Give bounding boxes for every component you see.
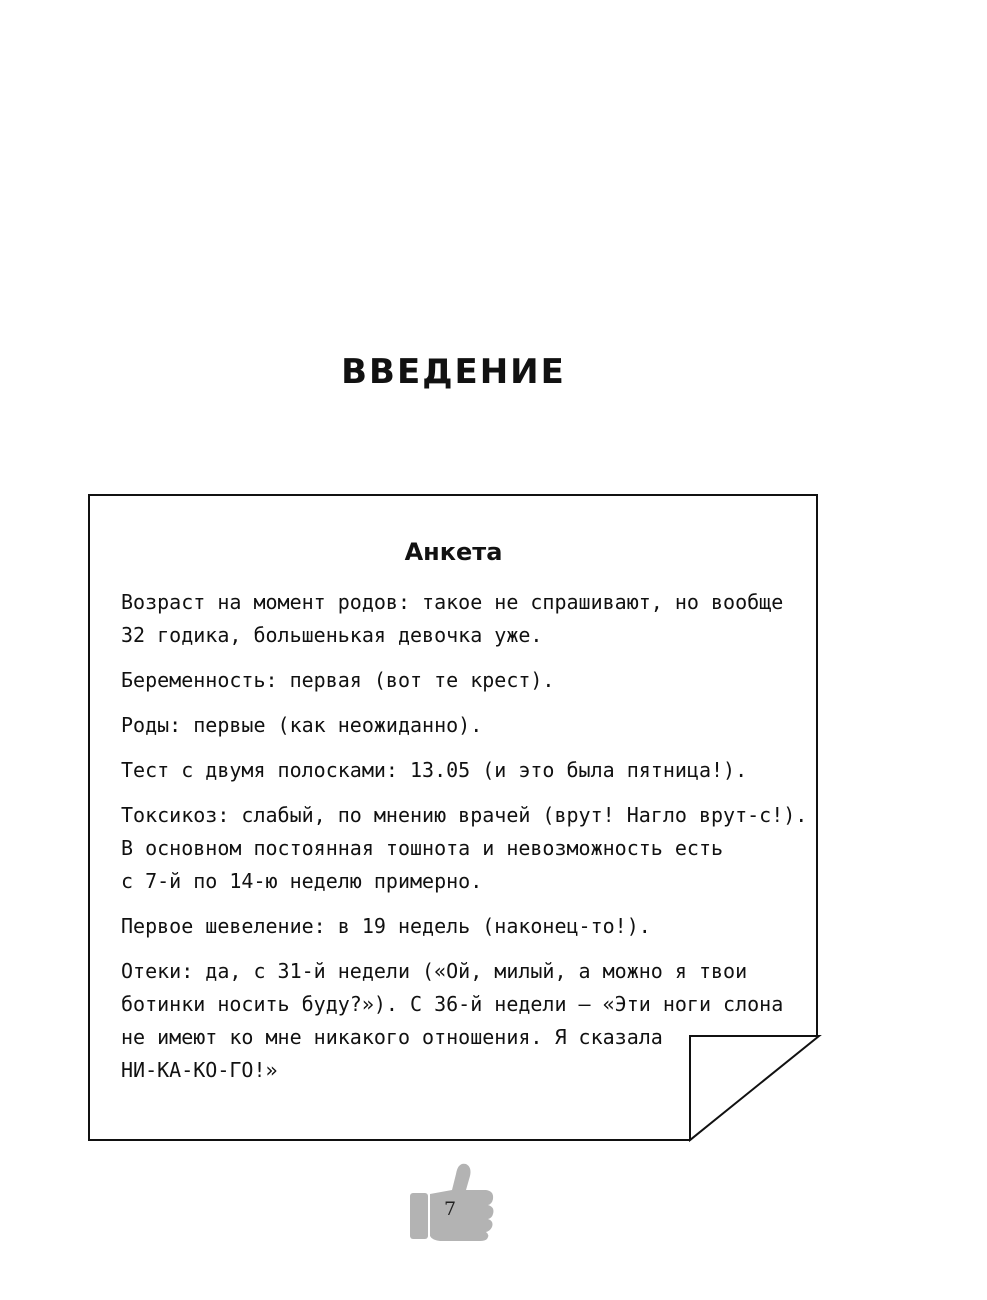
entry-line: НИ-КА-КО-ГО!» (121, 1058, 278, 1082)
questionnaire-entry (121, 910, 781, 943)
entry-line: Тест с двумя полосками: 13.05 (и это была пятница!). (121, 758, 748, 782)
entry-line: Первое шевеление: в 19 недель (наконец-то!). (121, 914, 651, 938)
page-number: 7 (444, 1198, 457, 1220)
questionnaire-entry (121, 709, 781, 742)
page-heading: ВВЕДЕНИЕ (341, 352, 566, 392)
entry-line: не имеют ко мне никакого отношения. Я сказала (121, 1025, 663, 1049)
questionnaire-entry (121, 754, 781, 787)
entry-line: Роды: первые (как неожиданно). (121, 713, 483, 737)
questionnaire-entry (121, 664, 781, 697)
entry-line: ботинки носить буду?»). С 36-й недели – «Эти ноги слона (121, 992, 784, 1016)
questionnaire-title: Анкета (404, 538, 503, 566)
questionnaire-entry (121, 586, 784, 652)
entry-line: Отеки: да, с 31-й недели («Ой, милый, а можно я твои (121, 959, 748, 983)
entry-line: В основном постоянная тошнота и невозможность есть (121, 836, 724, 860)
entry-line: 32 годика, большенькая девочка уже. (121, 623, 543, 647)
entry-line: Беременность: первая (вот те крест). (121, 668, 555, 692)
entry-line: Токсикоз: слабый, по мнению врачей (врут! Нагло врут-с!). (121, 803, 808, 827)
page-footer (406, 1160, 498, 1242)
entry-line: Возраст на момент родов: такое не спрашивают, но вообще (121, 590, 784, 614)
questionnaire-entry (121, 799, 808, 898)
entry-line: с 7-й по 14-ю неделю примерно. (121, 869, 483, 893)
questionnaire-entry (121, 955, 784, 1087)
questionnaire-entries (121, 586, 808, 1099)
